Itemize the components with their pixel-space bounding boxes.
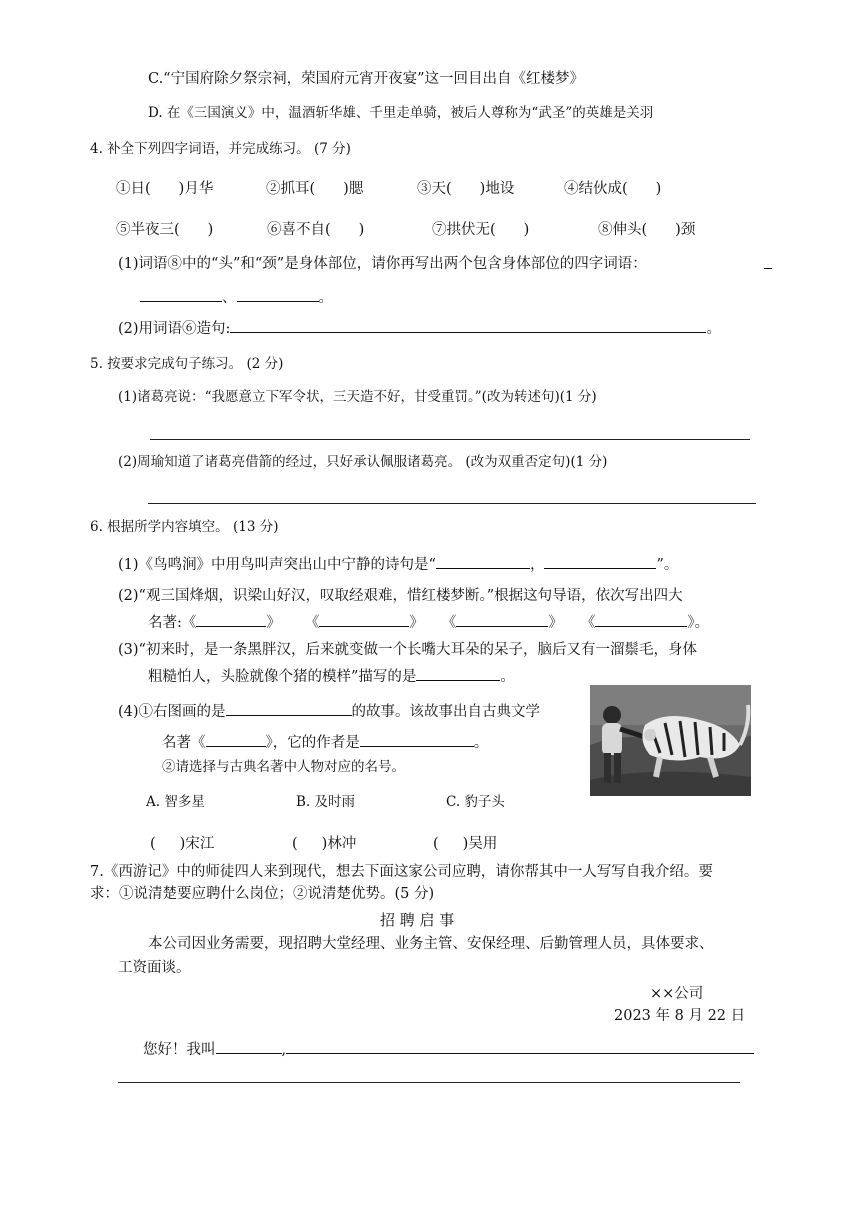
q6-part-4-line-1[interactable]: (4)①右图画的是 的故事。该故事出自古典文学 (118, 701, 540, 722)
q4-word-6[interactable]: ⑥喜不自( ) (267, 222, 365, 238)
notice-title: 招 聘 启 事 (380, 911, 455, 929)
tiger-fight-image (590, 685, 751, 796)
q5-answer-line-2[interactable] (148, 503, 756, 504)
q4-part-1-prompt: (1)词语⑧中的“头”和“颈”是身体部位，请你再写出两个包含身体部位的四字词语： (118, 256, 647, 272)
tiger-fight-illustration (590, 685, 751, 796)
q7-answer-line[interactable] (118, 1082, 740, 1083)
q4-part-1-answers[interactable]: 、 。 (140, 287, 333, 308)
q6-match-linchong[interactable]: ( )林冲 (292, 836, 357, 852)
q6-part-1[interactable]: (1)《鸟鸣涧》中用鸟叫声突出山中宁静的诗句是“ ， ”。 (118, 554, 678, 575)
q7-intro-line[interactable]: 您好！我叫 , (143, 1039, 754, 1060)
notice-date: 2023 年 8 月 22 日 (614, 1008, 746, 1024)
q5-part-2: (2)周瑜知道了诸葛亮借箭的经过，只好承认佩服诸葛亮。 (改为双重否定句)(1 分) (118, 454, 608, 470)
q4-part-1-blank-lead[interactable] (764, 254, 772, 275)
q6-option-b: B. 及时雨 (296, 794, 356, 810)
q4-word-7[interactable]: ⑦拱伏无( ) (432, 222, 530, 238)
q6-match-songjiang[interactable]: ( )宋江 (150, 836, 215, 852)
q4-title: 4. 补全下列四字词语，并完成练习。 (7 分) (90, 141, 351, 157)
q7-prompt-line-2: 求：①说清楚要应聘什么岗位；②说清楚优势。(5 分) (90, 886, 435, 902)
q5-title: 5. 按要求完成句子练习。 (2 分) (90, 356, 284, 372)
notice-body-line-2: 工资面谈。 (118, 960, 191, 976)
q6-part-2-answers[interactable]: 名著:《 》 《 》 《 》 《 》。 (148, 612, 709, 633)
q4-word-2[interactable]: ②抓耳( )腮 (266, 181, 364, 197)
q6-part-3-prompt: (3)“初来时，是一条黑胖汉，后来就变做一个长嘴大耳朵的呆子，脑后又有一溜鬃毛，身体 (118, 642, 697, 658)
q4-word-5[interactable]: ⑤半夜三( ) (116, 222, 214, 238)
notice-company: ××公司 (650, 986, 704, 1002)
q3-option-c: C.“宁国府除夕祭宗祠，荣国府元宵开夜宴”这一回目出自《红楼梦》 (148, 71, 585, 87)
q7-prompt-line-1: 7.《西游记》中的师徒四人来到现代，想去下面这家公司应聘，请你帮其中一人写写自我介绍。要 (90, 864, 713, 880)
q6-title: 6. 根据所学内容填空。 (13 分) (90, 519, 279, 535)
q4-word-3[interactable]: ③天( )地设 (417, 181, 515, 197)
q4-word-1[interactable]: ①日( )月华 (116, 181, 214, 197)
q5-part-1: (1)诸葛亮说：“我愿意立下军令状，三天造不好，甘受重罚。”(改为转述句)(1 分) (118, 389, 597, 405)
q6-match-wuyong[interactable]: ( )吴用 (433, 836, 498, 852)
q4-word-8[interactable]: ⑧伸头( )颈 (598, 222, 696, 238)
q4-word-4[interactable]: ④结伙成( ) (564, 181, 662, 197)
q5-answer-line-1[interactable] (150, 439, 750, 440)
q6-option-a: A. 智多星 (146, 794, 205, 810)
q6-part-4-line-2[interactable]: 名著《 》，它的作者是 。 (162, 732, 488, 753)
notice-body-line-1: 本公司因业务需要，现招聘大堂经理、业务主管、安保经理、后勤管理人员，具体要求、 (148, 936, 714, 952)
q6-option-c: C. 豹子头 (446, 794, 505, 810)
q6-part-4-matching-prompt: ②请选择与古典名著中人物对应的名号。 (162, 759, 405, 775)
q4-part-2[interactable]: (2)用词语⑥造句: 。 (118, 318, 721, 339)
q6-part-2-prompt: (2)“观三国烽烟，识梁山好汉，叹取经艰难，惜红楼梦断。”根据这句导语，依次写出四大 (118, 588, 683, 604)
q6-part-3-answer[interactable]: 粗糙怕人，头脸就像个猪的模样”描写的是 。 (148, 666, 515, 687)
q3-option-d: D. 在《三国演义》中，温酒斩华雄、千里走单骑，被后人尊称为“武圣”的英雄是关羽 (148, 105, 654, 121)
